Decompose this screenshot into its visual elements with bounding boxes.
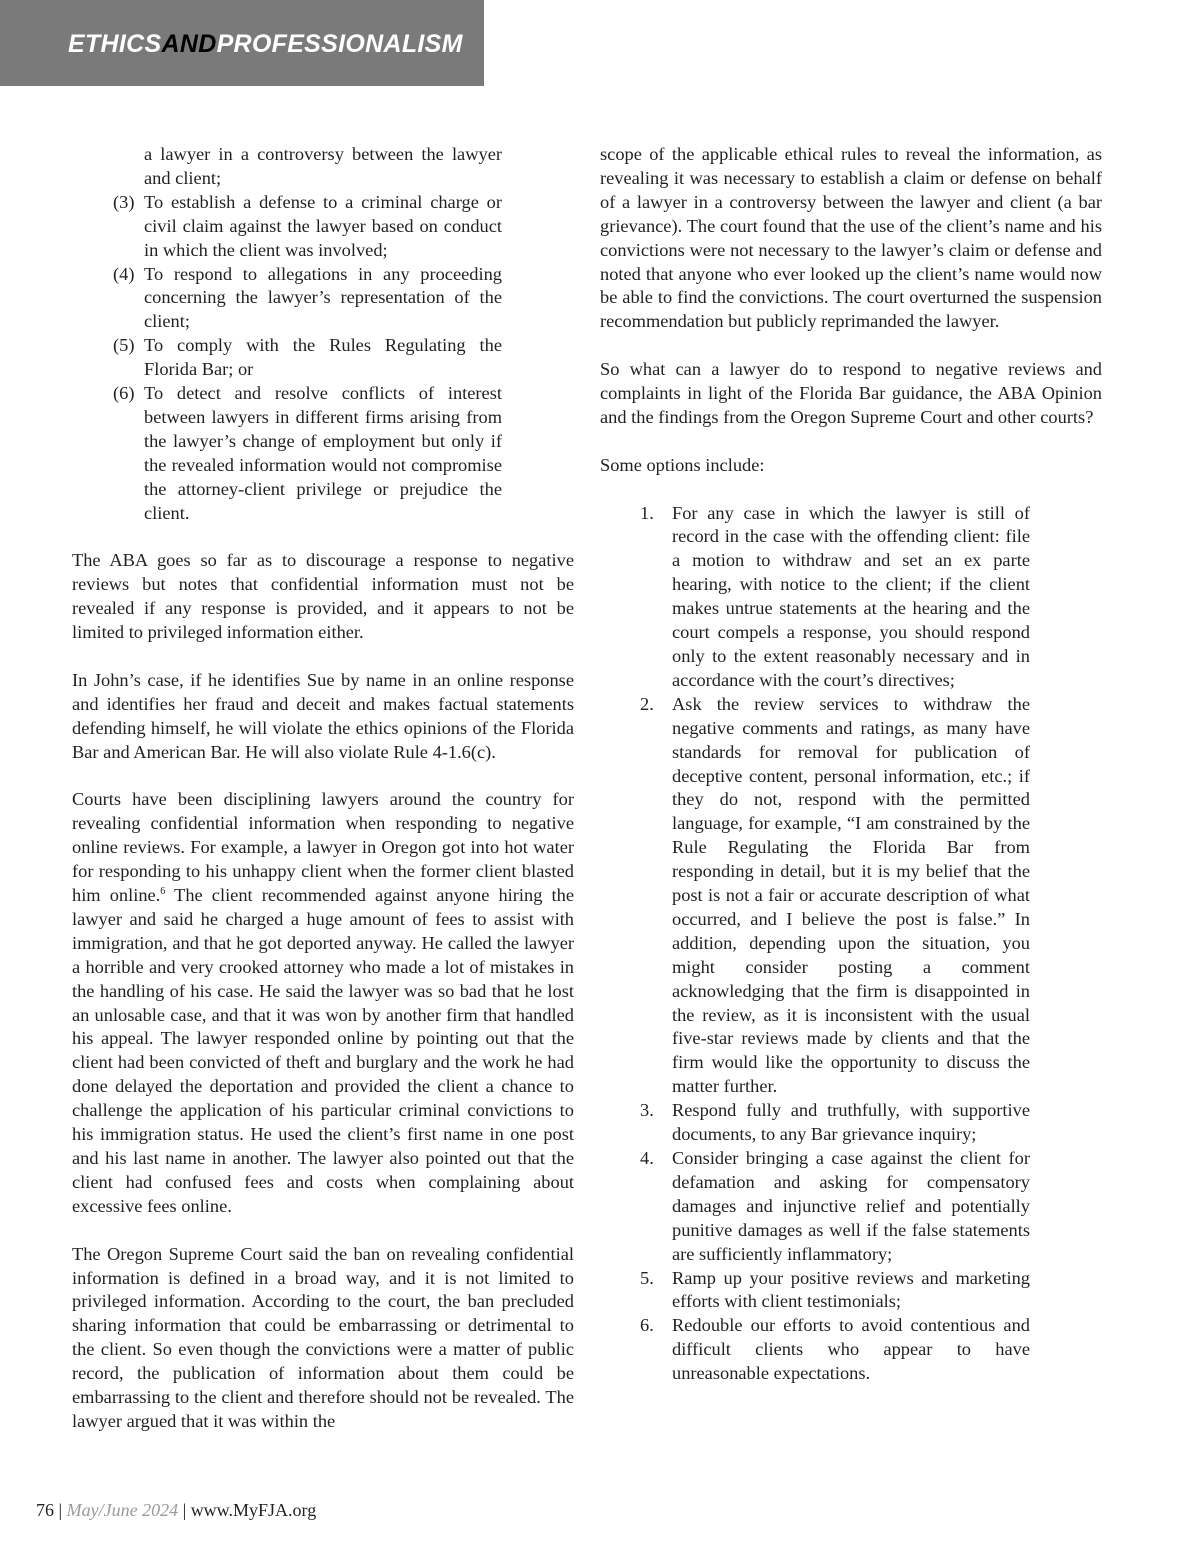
page-number: 76 bbox=[36, 1500, 54, 1520]
option-number: 2. bbox=[640, 693, 654, 714]
rule-item-continued: a lawyer in a controversy between the lawyer and client; bbox=[144, 144, 502, 188]
right-column bbox=[600, 143, 1102, 1386]
option-item bbox=[640, 693, 1030, 1099]
rule-text: To comply with the Rules Regulating the Florida Bar; or bbox=[144, 335, 502, 380]
rule-item bbox=[113, 191, 502, 263]
option-text: Ramp up your positive reviews and marketing efforts with client testimonials; bbox=[672, 1267, 1030, 1312]
footer-separator: | bbox=[178, 1500, 191, 1520]
rule-item bbox=[113, 334, 502, 382]
option-item bbox=[640, 502, 1030, 693]
rule-list bbox=[72, 143, 502, 526]
section-title-ethics: ETHICS bbox=[68, 30, 162, 58]
option-text: Ask the review services to withdraw the negative comments and ratings, as many have standards for removal for publication of deceptive content, personal information, etc.; if they do not, respond with the permitted language, for example, “I am constrained by the Rule Regulating the Florida Bar from responding in detail, but it is my belief that the post is not a fair or accurate description of what occurred, and I believe the post is false.” In addition, depending upon the situation, you might consider posting a comment acknowledging that the firm is disappointed in the review, as it is inconsistent with the usual five-star reviews made by clients and that the firm would like the opportunity to discuss the matter further. bbox=[672, 693, 1030, 1097]
options-list bbox=[600, 502, 1030, 1387]
option-item bbox=[640, 1147, 1030, 1267]
rule-number: (5) bbox=[113, 335, 135, 356]
option-number: 6. bbox=[640, 1315, 654, 1336]
option-text: For any case in which the lawyer is still of record in the case with the offending client: file a motion to withdraw and set an ex parte hearing, with notice to the client; if the client makes untrue statements at the hearing and the court compels a response, you should respond only to the extent reasonably necessary and in accordance with the court’s directives; bbox=[672, 502, 1030, 690]
paragraph-oregon: The Oregon Supreme Court said the ban on revealing confidential information is defined in a broad way, and it is not limited to privileged information. According to the court, the ban precluded sharing information that could be embarrassing or detrimental to the client. So even though the convictions were a matter of public record, the publication of information about them could be embarrassing to the client and therefore should not be revealed. The lawyer argued that it was within the bbox=[72, 1243, 574, 1431]
option-number: 3. bbox=[640, 1100, 654, 1121]
rule-number: (3) bbox=[113, 191, 135, 212]
website-link[interactable]: www.MyFJA.org bbox=[190, 1500, 317, 1520]
option-text: Consider bringing a case against the client for defamation and asking for compensatory damages and injunctive relief and potentially punitive damages as well if the false statements are sufficiently inflammatory; bbox=[672, 1148, 1030, 1264]
paragraph-courts bbox=[72, 788, 574, 1218]
option-text: Redouble our efforts to avoid contentious and difficult clients who appear to have unreasonable expectations. bbox=[672, 1315, 1030, 1384]
option-item bbox=[640, 1099, 1030, 1147]
option-item bbox=[640, 1267, 1030, 1315]
footer-separator: | bbox=[54, 1500, 67, 1520]
rule-number: (4) bbox=[113, 263, 135, 284]
rule-number: (6) bbox=[113, 383, 135, 404]
rule-text: To detect and resolve conflicts of interest between lawyers in different firms arising from the lawyer’s change of employment but only if the revealed information would not compromise the attorney-client privilege or prejudice the client. bbox=[144, 383, 502, 523]
option-number: 4. bbox=[640, 1148, 654, 1169]
section-title-professionalism: PROFESSIONALISM bbox=[216, 30, 463, 58]
header-band bbox=[0, 0, 484, 86]
section-title bbox=[68, 30, 463, 59]
page-footer bbox=[36, 1500, 316, 1521]
rule-text: To respond to allegations in any proceeding concerning the lawyer’s representation of the client; bbox=[144, 263, 502, 332]
paragraph-aba: The ABA goes so far as to discourage a response to negative reviews but notes that confidential information must not be revealed if any response is provided, and it appears to not be limited to privileged information either. bbox=[72, 550, 574, 643]
paragraph-courts-text-b: The client recommended against anyone hiring the lawyer and said he charged a huge amount of fees to assist with immigration, and that he got deported anyway. He called the lawyer a horrible and very crooked attorney who made a lot of mistakes in the handling of his case. He said the lawyer was so bad that he lost an unlosable case, and that it was won by another firm that handled his appeal. The lawyer responded online by pointing out that the client had been convicted of theft and burglary and the work he had done delayed the deportation and provided the client a chance to challenge the application of his particular criminal convictions to his immigration status. He used the client’s first name in one post and his last name in another. The lawyer also pointed out that the client had confused fees and costs when complaining about excessive fees online. bbox=[72, 885, 574, 1216]
option-text: Respond fully and truthfully, with supportive documents, to any Bar grievance inquiry; bbox=[672, 1100, 1030, 1145]
issue-date: May/June 2024 bbox=[66, 1500, 179, 1520]
paragraph-courts-text-a: Courts have been disciplining lawyers around the country for revealing confidential information when responding to negative online reviews. For example, a lawyer in Oregon got into hot water for responding to his unhappy client when the former client blasted him online. bbox=[72, 789, 574, 906]
rule-item bbox=[113, 382, 502, 525]
section-title-and: AND bbox=[161, 30, 217, 58]
paragraph-options-intro: Some options include: bbox=[600, 454, 765, 475]
paragraph-scope: scope of the applicable ethical rules to reveal the information, as revealing it was necessary to establish a claim or defense on behalf of a lawyer in a controversy between the lawyer and client (a bar grievance). The court found that the use of the client’s name and his convictions were not necessary to the lawyer’s claim or defense and noted that anyone who ever looked up the client’s name would now be able to find the convictions. The court overturned the suspension recommendation but publicly reprimanded the lawyer. bbox=[600, 144, 1102, 332]
left-column bbox=[72, 143, 574, 1458]
footnote-marker: 6 bbox=[160, 885, 166, 897]
option-item bbox=[640, 1314, 1030, 1386]
option-number: 1. bbox=[640, 502, 654, 523]
paragraph-john: In John’s case, if he identifies Sue by name in an online response and identifies her fraud and deceit and makes factual statements defending himself, he will violate the ethics opinions of the Florida Bar and American Bar. He will also violate Rule 4-1.6(c). bbox=[72, 669, 574, 762]
option-number: 5. bbox=[640, 1267, 654, 1288]
rule-item bbox=[113, 263, 502, 335]
rule-text: To establish a defense to a criminal charge or civil claim against the lawyer based on conduct in which the client was involved; bbox=[144, 191, 502, 260]
paragraph-question: So what can a lawyer do to respond to negative reviews and complaints in light of the Florida Bar guidance, the ABA Opinion and the findings from the Oregon Supreme Court and other courts? bbox=[600, 359, 1102, 427]
